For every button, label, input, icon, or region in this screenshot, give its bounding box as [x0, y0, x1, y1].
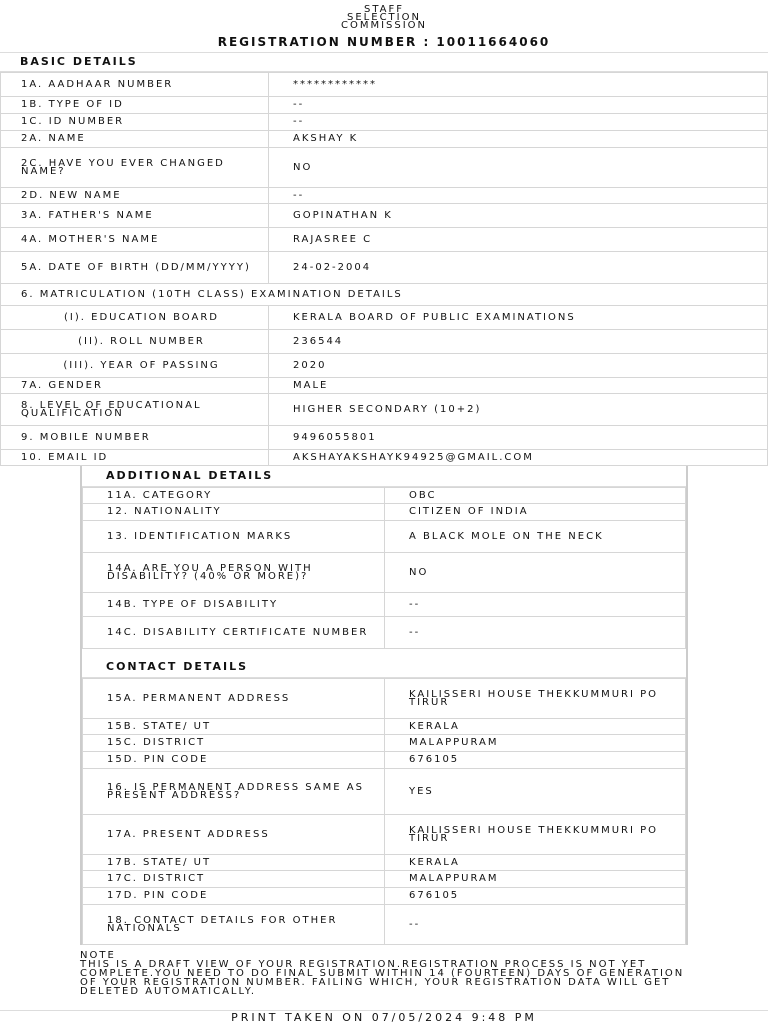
- field-label: 14A. ARE YOU A PERSON WITH DISABILITY? (40% OR MORE)?: [83, 553, 385, 593]
- table-row: [1, 97, 768, 114]
- table-row: [83, 905, 686, 945]
- field-label: (III). YEAR OF PASSING: [1, 354, 269, 378]
- registration-number: REGISTRATION NUMBER : 10011664060: [0, 36, 768, 53]
- table-row: [83, 553, 686, 593]
- field-label: 16. IS PERMANENT ADDRESS SAME AS PRESENT ADDRESS?: [83, 769, 385, 815]
- field-value: ************: [269, 73, 768, 97]
- basic-details-title: BASIC DETAILS: [0, 53, 768, 72]
- field-value: MALE: [269, 378, 768, 394]
- table-row: [1, 188, 768, 204]
- additional-details-title: ADDITIONAL DETAILS: [82, 466, 686, 487]
- note-heading: NOTE: [80, 950, 116, 961]
- field-value: --: [385, 617, 686, 649]
- table-row: [83, 769, 686, 815]
- field-label: 9. MOBILE NUMBER: [1, 426, 269, 450]
- draft-note: [80, 951, 688, 996]
- field-value: --: [385, 905, 686, 945]
- field-value: MALAPPURAM: [385, 871, 686, 888]
- field-label: 8. LEVEL OF EDUCATIONAL QUALIFICATION: [1, 394, 269, 426]
- org-name-line3: COMMISSION: [340, 20, 428, 31]
- field-value: NO: [269, 148, 768, 188]
- field-value: NO: [385, 553, 686, 593]
- field-label: 3A. FATHER'S NAME: [1, 204, 269, 228]
- table-row: [1, 306, 768, 330]
- field-label: 14B. TYPE OF DISABILITY: [83, 593, 385, 617]
- field-value: KERALA BOARD OF PUBLIC EXAMINATIONS: [269, 306, 768, 330]
- field-value: --: [269, 97, 768, 114]
- field-value: AKSHAYAKSHAYK94925@GMAIL.COM: [269, 450, 768, 466]
- field-label: 12. NATIONALITY: [83, 504, 385, 521]
- table-row: [83, 521, 686, 553]
- table-row: [83, 888, 686, 905]
- field-value: KAILISSERI HOUSE THEKKUMMURI PO TIRUR: [385, 815, 686, 855]
- field-label: 10. EMAIL ID: [1, 450, 269, 466]
- table-row: [83, 871, 686, 888]
- table-row: [1, 131, 768, 148]
- field-label: 1B. TYPE OF ID: [1, 97, 269, 114]
- document-header: [0, 0, 768, 53]
- field-value: KERALA: [385, 855, 686, 871]
- table-row: [83, 752, 686, 769]
- table-row: [83, 855, 686, 871]
- field-label: 4A. MOTHER'S NAME: [1, 228, 269, 252]
- matriculation-heading: 6. MATRICULATION (10TH CLASS) EXAMINATION DETAILS: [1, 284, 768, 306]
- field-label: 1A. AADHAAR NUMBER: [1, 73, 269, 97]
- field-label: 2C. HAVE YOU EVER CHANGED NAME?: [1, 148, 269, 188]
- table-row: [1, 450, 768, 466]
- table-row: [1, 252, 768, 284]
- table-row: [83, 593, 686, 617]
- table-row: [1, 284, 768, 306]
- field-label: 15D. PIN CODE: [83, 752, 385, 769]
- table-row: [1, 354, 768, 378]
- note-text: THIS IS A DRAFT VIEW OF YOUR REGISTRATION.REGISTRATION PROCESS IS NOT YET COMPLETE.YOU NEED TO DO FINAL SUBMIT WITHIN 14 (FOURTEEN) DAYS OF GENERATION OF YOUR REGISTRATION NUMBER. FAILING WHICH, YOUR REGISTRATION DATA WILL GET DELETED AUTOMATICALLY.: [80, 959, 685, 997]
- table-row: [1, 148, 768, 188]
- field-label: 2D. NEW NAME: [1, 188, 269, 204]
- additional-details-table: [82, 487, 686, 649]
- field-label: 13. IDENTIFICATION MARKS: [83, 521, 385, 553]
- table-row: [1, 228, 768, 252]
- org-name-line2: SELECTION: [347, 12, 421, 23]
- field-value: 676105: [385, 888, 686, 905]
- field-value: KAILISSERI HOUSE THEKKUMMURI PO TIRUR: [385, 679, 686, 719]
- field-label: 1C. ID NUMBER: [1, 114, 269, 131]
- table-row: [83, 719, 686, 735]
- field-label: 17B. STATE/ UT: [83, 855, 385, 871]
- field-value: A BLACK MOLE ON THE NECK: [385, 521, 686, 553]
- field-label: 15C. DISTRICT: [83, 735, 385, 752]
- field-value: 2020: [269, 354, 768, 378]
- field-value: GOPINATHAN K: [269, 204, 768, 228]
- contact-details-title: CONTACT DETAILS: [82, 657, 686, 678]
- field-value: 24-02-2004: [269, 252, 768, 284]
- field-value: CITIZEN OF INDIA: [385, 504, 686, 521]
- table-row: [83, 735, 686, 752]
- field-label: 17A. PRESENT ADDRESS: [83, 815, 385, 855]
- table-row: [1, 114, 768, 131]
- table-row: [1, 394, 768, 426]
- field-label: (II). ROLL NUMBER: [1, 330, 269, 354]
- field-value: YES: [385, 769, 686, 815]
- field-value: 676105: [385, 752, 686, 769]
- field-value: KERALA: [385, 719, 686, 735]
- table-row: [1, 378, 768, 394]
- field-value: MALAPPURAM: [385, 735, 686, 752]
- field-label: 18. CONTACT DETAILS FOR OTHER NATIONALS: [83, 905, 385, 945]
- field-label: 14C. DISABILITY CERTIFICATE NUMBER: [83, 617, 385, 649]
- field-label: 2A. NAME: [1, 131, 269, 148]
- field-label: (I). EDUCATION BOARD: [1, 306, 269, 330]
- table-row: [83, 617, 686, 649]
- field-value: --: [269, 114, 768, 131]
- field-label: 11A. CATEGORY: [83, 488, 385, 504]
- table-row: [1, 426, 768, 450]
- contact-details-table: [82, 678, 686, 945]
- field-label: 7A. GENDER: [1, 378, 269, 394]
- field-value: 9496055801: [269, 426, 768, 450]
- field-value: AKSHAY K: [269, 131, 768, 148]
- table-row: [83, 679, 686, 719]
- table-row: [1, 73, 768, 97]
- basic-details-table: [0, 72, 768, 466]
- field-value: OBC: [385, 488, 686, 504]
- field-value: 236544: [269, 330, 768, 354]
- additional-contact-panel: [80, 466, 688, 945]
- org-name-line1: STAFF: [363, 4, 405, 15]
- print-timestamp: PRINT TAKEN ON 07/05/2024 9:48 PM: [0, 1010, 768, 1024]
- table-row: [83, 488, 686, 504]
- field-label: 17D. PIN CODE: [83, 888, 385, 905]
- field-label: 17C. DISTRICT: [83, 871, 385, 888]
- field-value: --: [385, 593, 686, 617]
- table-row: [83, 504, 686, 521]
- field-label: 15A. PERMANENT ADDRESS: [83, 679, 385, 719]
- field-label: 15B. STATE/ UT: [83, 719, 385, 735]
- table-row: [83, 815, 686, 855]
- field-value: --: [269, 188, 768, 204]
- field-label: 5A. DATE OF BIRTH (DD/MM/YYYY): [1, 252, 269, 284]
- field-value: RAJASREE C: [269, 228, 768, 252]
- table-row: [1, 204, 768, 228]
- table-row: [1, 330, 768, 354]
- field-value: HIGHER SECONDARY (10+2): [269, 394, 768, 426]
